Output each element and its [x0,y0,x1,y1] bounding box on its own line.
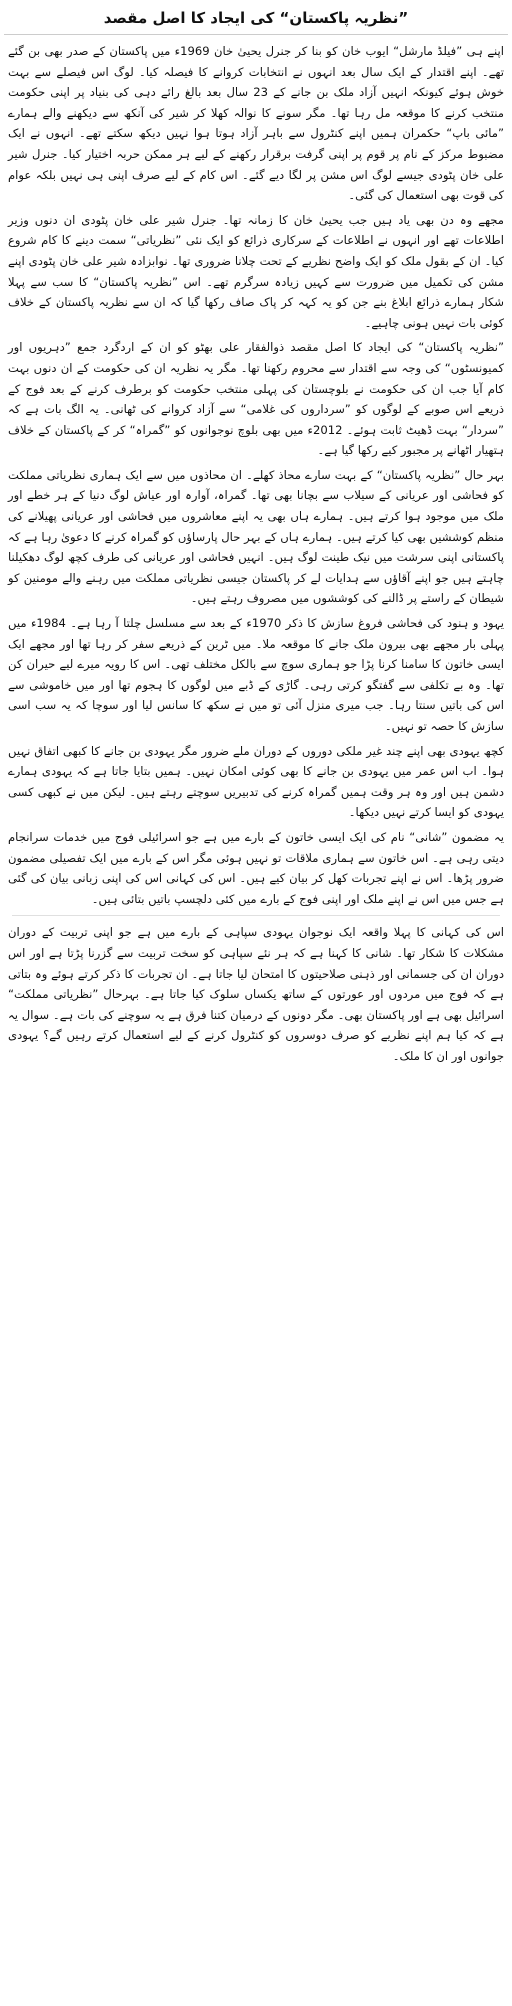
article-paragraph-3: ”نظریہ پاکستان“ کی ایجاد کا اصل مقصد ذوالفقار علی بھٹو کو ان کے اردگرد جمع ”دہریوں اور کمیونسٹوں“ کی وجہ سے اقتدار سے محروم رکھنا تھا۔ مگر یہ نظریہ ان کی حکومت کے ان دنوں بہت کام آیا جب ان کی حکومت نے بلوچستان کی پہلی منتخب حکومت کو برطرف کرنے کے بعد فوج کے ذریعے اس صوبے کے لوگوں کو ”سرداروں کی غلامی“ سے آزاد کروانے کی ٹھانی۔ یہ الگ بات ہے کہ ”سردار“ بہت ڈھیٹ ثابت ہوئے۔ 2012ء میں بھی بلوچ نوجوانوں کو ”گمراہ“ کر کے پاکستان کے خلاف ہتھیار اٹھانے پر مجبور کیے رکھا گیا ہے۔ [8,340,504,458]
article-paragraph-6: کچھ یہودی بھی اپنے چند غیر ملکی دوروں کے دوران ملے ضرور مگر یہودی بن جانے کا کبھی اتفاق نہیں ہوا۔ اب اس عمر میں یہودی بن جانے کا بھی کوئی امکان نہیں۔ ہمیں بتایا جاتا ہے کہ یہودی ہمارے دشمن ہیں اور وہ ہر وقت ہمیں گمراہ کرنے کی تدبیریں سوچتے رہتے ہیں۔ لیکن میں نے کبھی کسی یہودی کو ایسا کرتے نہیں دیکھا۔ [8,743,504,820]
article [4,0,508,2006]
section-divider [12,915,500,916]
article-paragraph-4: بہر حال ”نظریہ پاکستان“ کے بہت سارے محاذ کھلے۔ ان محاذوں میں سے ایک ہماری نظریاتی مملکت کو فحاشی اور عریانی کے سیلاب سے بچانا بھی تھا۔ گمراہ، آوارہ اور عیاش لوگ دنیا کے ہر خطے اور ملک میں موجود ہوا کرتے ہیں۔ ہمارے ہاں بھی یہ اپنے معاشروں میں فحاشی اور عریانی پھیلانے کی منظم کوششیں بھی کیا کرتے ہیں۔ ہمارے ہاں کے بہر حال پارساؤں کو گمراہ کرنے کا دعویٰ رہا ہے کہ پاکستانی اپنی سرشت میں نیک طینت لوگ ہیں۔ انہیں فحاشی اور عریانی کی طرف کچھ لوگ دھکیلنا چاہتے ہیں جو اپنے آقاؤں سے ہدایات لے کر پاکستان جیسی نظریاتی مملکت میں رہنے والے مومنین کو شیطان کے راستے پر ڈالنے کی کوششوں میں مصروف رہتے ہیں۔ [8,467,504,606]
article-paragraph-8: اس کی کہانی کا پہلا واقعہ ایک نوجوان یہودی سپاہی کے بارے میں ہے جو اپنی تربیت کے دوران مشکلات کا شکار تھا۔ شانی کا کہنا ہے کہ ہر نئے سپاہی کو سخت تربیت سے گزرنا پڑتا ہے اور اس دوران ان کی جسمانی اور ذہنی صلاحیتوں کا امتحان لیا جاتا ہے۔ ان تجربات کا ذکر کرتے ہوئے وہ بتاتی ہے کہ فوج میں مردوں اور عورتوں کے ساتھ یکساں سلوک کیا جاتا ہے۔ بہرحال ”نظریاتی مملکت“ اسرائیل بھی ہے اور پاکستان بھی۔ مگر دونوں کے درمیان کتنا فرق ہے یہ سوچنے کی بات ہے۔ سوال یہ ہے کہ کیا ہم اپنے نظریے کو صرف دوسروں کو کنٹرول کرنے کے لیے استعمال کرتے رہیں گے؟ یہودی جوانوں اور ان کا ملک۔ [8,925,504,1063]
article-headline: ”نظریہ پاکستان“ کی ایجاد کا اصل مقصد [4,6,508,35]
article-paragraph-1: اپنے ہی ”فیلڈ مارشل“ ایوب خان کو بنا کر جنرل یحییٰ خان 1969ء میں پاکستان کے صدر بھی بن گئے تھے۔ اپنے اقتدار کے ایک سال بعد انہوں نے انتخابات کروانے کا فیصلہ کیا۔ لوگ اس فیصلے سے بہت خوش ہوئے کیونکہ انہیں آزاد ملک بن جانے کے 23 سال بعد بالغ رائے دہی کی بنیاد پر اپنی حکومت منتخب کرنے کا موقعہ مل رہا تھا۔ مگر سونے کا نوالہ کھلا کر شیر کی آنکھ سے دیکھنے والے ہمارے ”مائی باپ“ حکمران ہمیں اپنے کنٹرول سے باہر آزاد ہوتا ہوا نہیں دیکھ سکتے تھے۔ انہوں نے ایک مضبوط مرکز کے نام پر قوم پر اپنی گرفت برقرار رکھنے کے لیے ہر ممکن حربہ اختیار کیا۔ جنرل شیر علی خان پٹودی جیسے لوگ اس مشن پر لگا دیے گئے۔ اس کام کے لیے صرف اپنی ہی نہیں بلکہ عوام کی قوت بھی استعمال کی گئی۔ [8,44,504,203]
article-paragraph-2: مجھے وہ دن بھی یاد ہیں جب یحییٰ خان کا زمانہ تھا۔ جنرل شیر علی خان پٹودی ان دنوں وزیر اطلاعات تھے اور انہوں نے اطلاعات کے سرکاری ذرائع کو ایک نئی ”نظریاتی“ سمت دینے کا کام شروع کیا۔ ان کے بقول ملک کو ایک واضح نظریے کے تحت چلانا ضروری تھا۔ نوابزادہ شیر علی خان پٹودی اپنے مشن کی تکمیل میں ضرورت سے کہیں زیادہ سرگرم تھے۔ اس ”نظریہ پاکستان“ کا سب سے پہلا شکار ہمارے ذرائع ابلاغ بنے جن کو یہ کہہ کر پاک صاف رکھا گیا کہ ان سے نظریہ پاکستان کے خلاف کوئی بات نہیں ہونی چاہیے۔ [8,212,504,330]
article-paragraph-5: یہود و ہنود کی فحاشی فروغ سازش کا ذکر 1970ء کے بعد سے مسلسل چلتا آ رہا ہے۔ 1984ء میں پہلی بار مجھے بھی بیرون ملک جانے کا موقعہ ملا۔ میں ٹرین کے ذریعے سفر کر رہا تھا اور مجھے ایک ایسی خاتون کا سامنا کرنا پڑا جو ہماری سوچ سے بالکل مختلف تھی۔ اس کا رویہ میرے لیے حیران کن تھا۔ وہ بے تکلفی سے گفتگو کرتی رہی۔ گاڑی کے ڈبے میں لوگوں کا ہجوم تھا اور میں خاموشی سے اس کی باتیں سنتا رہا۔ جب میری منزل آئی تو میں نے سکھ کا سانس لیا اور سوچا کہ یہ سب اسی سازش کا حصہ تو نہیں۔ [8,616,505,733]
article-paragraph-7: یہ مضمون ”شانی“ نام کی ایک ایسی خاتون کے بارے میں ہے جو اسرائیلی فوج میں خدمات سرانجام دیتی رہی ہے۔ اس خاتون سے ہماری ملاقات تو نہیں ہوئی مگر اس کے بارے میں ایک تفصیلی مضمون ضرور پڑھا۔ اس نے اپنے تجربات کھل کر بیان کیے ہیں۔ اس کی کہانی اس کی اپنی زبانی بیان کی گئی ہے جس میں اس نے اپنے ملک اور اپنی فوج کے بارے میں کئی دلچسپ باتیں بتائی ہیں۔ [8,829,504,906]
